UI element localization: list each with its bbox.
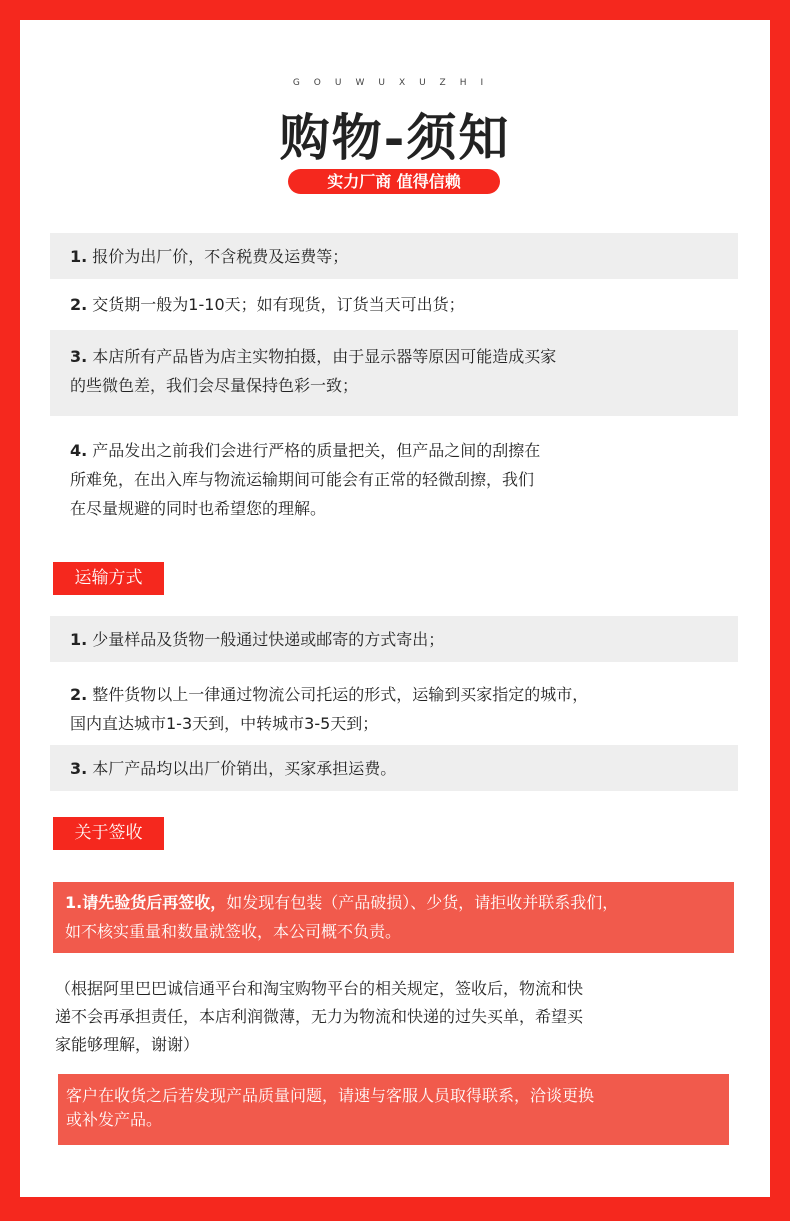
notice-item-3 [50,330,738,416]
contact-notice-box [58,1074,729,1145]
notice-text-line: 产品发出之前我们会进行严格的质量把关，但产品之间的刮擦在 [87,441,541,460]
notice-item-1 [50,233,738,279]
page-title: 购物-须知 [279,108,511,167]
shipping-number: 1. [70,630,88,649]
notice-item-2 [50,281,738,327]
notice-text-line: 所难免，在出入库与物流运输期间可能会有正常的轻微刮擦，我们 [70,470,535,489]
policy-note-line: 家能够理解，谢谢） [55,1035,200,1054]
notice-number: 3. [70,347,88,366]
title-pinyin: GOUWUXUZHI [292,78,498,88]
notice-text-line: 在尽量规避的同时也希望您的理解。 [70,499,327,518]
shipping-item-2 [50,672,738,736]
notice-number: 1. [70,247,88,266]
notice-text-line: 的些微色差，我们会尽量保持色彩一致； [70,376,359,395]
purchase-notice-page [20,20,770,1197]
notice-text: 交货期一般为1-10天；如有现货，订货当天可出货； [87,295,465,314]
notice-number: 4. [70,441,88,460]
policy-note [55,975,725,1059]
shipping-text: 本厂产品均以出厂价销出，买家承担运费。 [87,759,397,778]
shipping-item-3 [50,745,738,791]
shipping-text-line: 国内直达城市1-3天到，中转城市3-5天到； [70,714,379,733]
tagline-badge: 实力厂商 值得信赖 [288,169,500,194]
shipping-section-heading: 运输方式 [53,562,164,595]
shipping-item-1 [50,616,738,662]
contact-notice-line: 或补发产品。 [66,1110,163,1129]
inspect-notice-text: 如不核实重量和数量就签收，本公司概不负责。 [65,922,402,941]
shipping-text-line: 整件货物以上一律通过物流公司托运的形式，运输到买家指定的城市， [87,685,589,704]
inspect-notice-box [53,882,734,953]
contact-notice-line: 客户在收货之后若发现产品质量问题，请速与客服人员取得联系，洽谈更换 [66,1086,595,1105]
notice-text-line: 本店所有产品皆为店主实物拍摄，由于显示器等原因可能造成买家 [87,347,557,366]
shipping-text: 少量样品及货物一般通过快递或邮寄的方式寄出； [87,630,445,649]
inspect-notice-text: 如发现有包装（产品破损）、少货，请拒收并联系我们， [226,893,619,912]
notice-item-4 [50,428,738,528]
signing-section-heading: 关于签收 [53,817,164,850]
inspect-notice-bold: 1.请先验货后再签收， [65,893,227,912]
notice-text: 报价为出厂价，不含税费及运费等； [87,247,349,266]
notice-number: 2. [70,295,88,314]
shipping-number: 2. [70,685,88,704]
policy-note-line: （根据阿里巴巴诚信通平台和淘宝购物平台的相关规定，签收后，物流和快 [55,979,584,998]
shipping-number: 3. [70,759,88,778]
policy-note-line: 递不会再承担责任，本店利润微薄，无力为物流和快递的过失买单，希望买 [55,1007,584,1026]
